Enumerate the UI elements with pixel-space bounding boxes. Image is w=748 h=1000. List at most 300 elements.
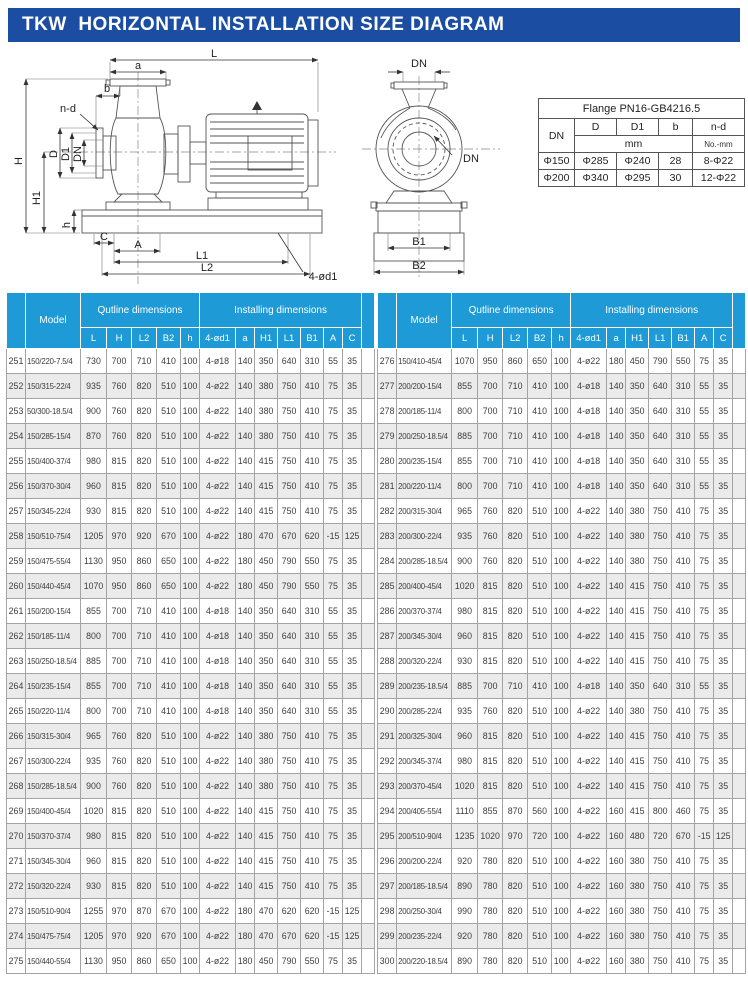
table-row bbox=[7, 724, 375, 749]
dimension-value-cell: 510 bbox=[157, 874, 181, 899]
dimension-value-cell: 4-ø22 bbox=[200, 374, 236, 399]
dimension-value-cell: 415 bbox=[626, 599, 649, 624]
row-number-cell: 296 bbox=[378, 849, 397, 874]
dimension-value-cell: 1020 bbox=[81, 799, 107, 824]
dimension-value-cell: 35 bbox=[343, 799, 362, 824]
model-cell: 150/285-18.5/4 bbox=[26, 774, 81, 799]
dimension-value-cell: 935 bbox=[452, 699, 478, 724]
dimension-value-cell: 750 bbox=[649, 624, 672, 649]
dimension-value-cell: 140 bbox=[236, 824, 255, 849]
dimension-value-cell: 510 bbox=[157, 749, 181, 774]
dimension-value-cell: 950 bbox=[107, 949, 132, 974]
row-number-cell: 293 bbox=[378, 774, 397, 799]
dimension-value-cell: 4-ø22 bbox=[200, 849, 236, 874]
dimension-value-cell: 815 bbox=[107, 849, 132, 874]
dimension-value-cell: 510 bbox=[528, 924, 552, 949]
dimension-value-cell: 1130 bbox=[81, 949, 107, 974]
dimension-value-cell: 860 bbox=[132, 549, 157, 574]
dimension-value-cell: 640 bbox=[278, 674, 301, 699]
dimension-value-cell: 510 bbox=[157, 474, 181, 499]
col-header-A: A bbox=[695, 328, 714, 349]
dimension-value-cell: 140 bbox=[607, 574, 626, 599]
dimension-value-cell: 855 bbox=[452, 449, 478, 474]
dimension-value-cell: 820 bbox=[132, 449, 157, 474]
dimension-value-cell: 780 bbox=[478, 874, 503, 899]
dimension-value-cell: 140 bbox=[607, 774, 626, 799]
model-cell: 200/285-18.5/4 bbox=[397, 549, 452, 574]
col-header-H1: H1 bbox=[255, 328, 278, 349]
dimension-value-cell: 410 bbox=[301, 399, 324, 424]
spacer-cell bbox=[733, 624, 746, 649]
dimension-value-cell: 815 bbox=[478, 599, 503, 624]
dimension-value-cell: 4-ø18 bbox=[571, 449, 607, 474]
dimension-value-cell: 470 bbox=[255, 899, 278, 924]
dimension-value-cell: 510 bbox=[528, 624, 552, 649]
dimension-value-cell: 75 bbox=[324, 949, 343, 974]
row-number-cell: 286 bbox=[378, 599, 397, 624]
dim-label-n-d: n-d bbox=[60, 103, 76, 115]
dimension-value-cell: 4-ø22 bbox=[571, 624, 607, 649]
dimension-value-cell: 800 bbox=[81, 699, 107, 724]
dimension-value-cell: 75 bbox=[695, 549, 714, 574]
table-row bbox=[7, 799, 375, 824]
dimension-value-cell: 75 bbox=[324, 824, 343, 849]
spacer-cell bbox=[733, 424, 746, 449]
dimension-value-cell: 140 bbox=[607, 624, 626, 649]
dimension-value-cell: 4-ø22 bbox=[571, 524, 607, 549]
dimension-value-cell: 100 bbox=[552, 899, 571, 924]
dimension-value-cell: 935 bbox=[452, 524, 478, 549]
table-row bbox=[7, 349, 375, 374]
dimension-value-cell: 670 bbox=[157, 899, 181, 924]
dimension-value-cell: 35 bbox=[714, 524, 733, 549]
dimension-value-cell: 125 bbox=[343, 924, 362, 949]
model-cell: 150/285-15/4 bbox=[26, 424, 81, 449]
dimension-value-cell: 780 bbox=[478, 924, 503, 949]
dimension-value-cell: 100 bbox=[552, 799, 571, 824]
dimension-value-cell: 750 bbox=[649, 574, 672, 599]
dimension-value-cell: 100 bbox=[181, 749, 200, 774]
dimension-value-cell: 750 bbox=[649, 874, 672, 899]
dimension-value-cell: 140 bbox=[236, 624, 255, 649]
dimension-value-cell: 35 bbox=[714, 474, 733, 499]
flange-unit-mm: mm bbox=[575, 136, 693, 153]
row-number-cell: 261 bbox=[7, 599, 26, 624]
dimension-value-cell: 670 bbox=[157, 924, 181, 949]
dimension-value-cell: 35 bbox=[714, 449, 733, 474]
row-number-cell: 276 bbox=[378, 349, 397, 374]
pump-front-view-diagram bbox=[348, 52, 534, 284]
row-number-cell: 283 bbox=[378, 524, 397, 549]
dimension-value-cell: 140 bbox=[607, 524, 626, 549]
dimension-value-cell: 1070 bbox=[81, 574, 107, 599]
dimension-value-cell: 4-ø22 bbox=[571, 949, 607, 974]
model-cell: 200/345-37/4 bbox=[397, 749, 452, 774]
col-header-H: H bbox=[478, 328, 503, 349]
dimension-value-cell: 710 bbox=[132, 649, 157, 674]
dim-label-A: A bbox=[134, 239, 142, 251]
spacer-cell bbox=[362, 574, 375, 599]
dimension-value-cell: 720 bbox=[528, 824, 552, 849]
col-header-B2: B2 bbox=[157, 328, 181, 349]
dimension-value-cell: 140 bbox=[236, 599, 255, 624]
dimension-value-cell: 710 bbox=[503, 424, 528, 449]
row-number-cell: 281 bbox=[378, 474, 397, 499]
dim-label-D1: D1 bbox=[60, 146, 72, 162]
row-number-cell: 295 bbox=[378, 824, 397, 849]
dimension-value-cell: 640 bbox=[278, 699, 301, 724]
dimension-value-cell: 100 bbox=[181, 624, 200, 649]
dimension-value-cell: 35 bbox=[714, 674, 733, 699]
dimension-value-cell: 750 bbox=[278, 424, 301, 449]
dimension-value-cell: 4-ø22 bbox=[200, 424, 236, 449]
table-row bbox=[378, 374, 746, 399]
dimension-value-cell: 125 bbox=[343, 524, 362, 549]
dimension-value-cell: 750 bbox=[649, 849, 672, 874]
flange-cell: Φ295 bbox=[617, 170, 659, 187]
dimension-value-cell: 510 bbox=[157, 499, 181, 524]
dimension-value-cell: 820 bbox=[503, 774, 528, 799]
dimension-value-cell: 815 bbox=[478, 724, 503, 749]
dimension-value-cell: 100 bbox=[552, 549, 571, 574]
dimension-value-cell: 790 bbox=[278, 549, 301, 574]
dimension-value-cell: 75 bbox=[324, 574, 343, 599]
dimension-value-cell: 750 bbox=[649, 649, 672, 674]
dimension-value-cell: 710 bbox=[503, 399, 528, 424]
dimension-value-cell: 4-ø18 bbox=[200, 624, 236, 649]
row-number-cell: 262 bbox=[7, 624, 26, 649]
table-row bbox=[378, 499, 746, 524]
dimension-value-cell: 960 bbox=[452, 724, 478, 749]
dimension-value-cell: 55 bbox=[324, 699, 343, 724]
dimension-value-cell: 410 bbox=[528, 424, 552, 449]
dimension-value-cell: 160 bbox=[607, 799, 626, 824]
dimension-value-cell: 815 bbox=[107, 474, 132, 499]
table-row bbox=[378, 699, 746, 724]
dimension-value-cell: 710 bbox=[132, 699, 157, 724]
dimension-value-cell: 750 bbox=[278, 799, 301, 824]
dimension-value-cell: 100 bbox=[181, 924, 200, 949]
col-header-L2: L2 bbox=[132, 328, 157, 349]
dimension-value-cell: 100 bbox=[552, 449, 571, 474]
model-cell: 200/325-30/4 bbox=[397, 724, 452, 749]
table-row bbox=[7, 899, 375, 924]
pump-side-view-diagram bbox=[10, 46, 344, 288]
table-row bbox=[378, 349, 746, 374]
dimension-value-cell: 100 bbox=[552, 374, 571, 399]
dimension-value-cell: 35 bbox=[343, 599, 362, 624]
spacer-cell bbox=[362, 774, 375, 799]
dimension-value-cell: 760 bbox=[478, 524, 503, 549]
dimension-value-cell: 560 bbox=[528, 799, 552, 824]
dimension-value-cell: 310 bbox=[672, 474, 695, 499]
dimension-value-cell: 640 bbox=[278, 649, 301, 674]
dimension-value-cell: 815 bbox=[107, 499, 132, 524]
dimension-value-cell: 510 bbox=[528, 549, 552, 574]
row-number-cell: 253 bbox=[7, 399, 26, 424]
dimension-value-cell: 380 bbox=[626, 549, 649, 574]
flange-col-dn: DN bbox=[539, 119, 575, 153]
dimension-value-cell: 730 bbox=[81, 349, 107, 374]
dimension-value-cell: 640 bbox=[278, 349, 301, 374]
dimension-value-cell: 4-ø22 bbox=[571, 799, 607, 824]
dimension-value-cell: 4-ø18 bbox=[200, 699, 236, 724]
dimension-value-cell: 410 bbox=[672, 649, 695, 674]
dimension-value-cell: 415 bbox=[626, 749, 649, 774]
dimension-value-cell: 820 bbox=[132, 874, 157, 899]
dimension-value-cell: 35 bbox=[714, 749, 733, 774]
dimension-value-cell: 35 bbox=[714, 774, 733, 799]
dimension-value-cell: 410 bbox=[528, 674, 552, 699]
dimension-value-cell: 140 bbox=[236, 749, 255, 774]
dimension-value-cell: 1235 bbox=[452, 824, 478, 849]
model-cell: 200/510-90/4 bbox=[397, 824, 452, 849]
dimension-value-cell: 780 bbox=[478, 849, 503, 874]
spacer-cell bbox=[362, 499, 375, 524]
dimension-value-cell: 100 bbox=[552, 424, 571, 449]
model-cell: 200/235-15/4 bbox=[397, 449, 452, 474]
dimension-value-cell: 350 bbox=[255, 649, 278, 674]
dimension-value-cell: 650 bbox=[157, 574, 181, 599]
dimension-value-cell: 410 bbox=[301, 874, 324, 899]
spacer-cell bbox=[733, 949, 746, 974]
dimension-value-cell: 140 bbox=[236, 774, 255, 799]
row-number-cell: 259 bbox=[7, 549, 26, 574]
col-header-B1: B1 bbox=[301, 328, 324, 349]
model-cell: 150/315-30/4 bbox=[26, 724, 81, 749]
spacer-header bbox=[362, 293, 375, 349]
dimension-value-cell: 4-ø22 bbox=[571, 549, 607, 574]
dimension-value-cell: 760 bbox=[478, 549, 503, 574]
dimension-value-cell: 970 bbox=[503, 824, 528, 849]
spacer-cell bbox=[733, 374, 746, 399]
model-cell: 150/475-75/4 bbox=[26, 924, 81, 949]
row-number-cell: 256 bbox=[7, 474, 26, 499]
model-header: Model bbox=[397, 293, 452, 349]
dimension-value-cell: 75 bbox=[324, 849, 343, 874]
model-cell: 200/200-15/4 bbox=[397, 374, 452, 399]
model-header: Model bbox=[26, 293, 81, 349]
dimension-value-cell: 4-ø22 bbox=[200, 774, 236, 799]
dimension-value-cell: 410 bbox=[301, 474, 324, 499]
dimension-value-cell: 415 bbox=[255, 799, 278, 824]
dimension-value-cell: 970 bbox=[107, 924, 132, 949]
row-number-cell: 273 bbox=[7, 899, 26, 924]
dimension-value-cell: 1020 bbox=[478, 824, 503, 849]
col-header-a: a bbox=[236, 328, 255, 349]
dimension-value-cell: 310 bbox=[301, 624, 324, 649]
dimension-value-cell: 100 bbox=[181, 899, 200, 924]
dimension-value-cell: 100 bbox=[552, 524, 571, 549]
dimension-value-cell: 820 bbox=[503, 574, 528, 599]
dimension-value-cell: 4-ø22 bbox=[200, 874, 236, 899]
dimension-value-cell: 140 bbox=[607, 549, 626, 574]
spacer-cell bbox=[733, 824, 746, 849]
dimension-value-cell: 750 bbox=[649, 924, 672, 949]
dimension-value-cell: 410 bbox=[157, 599, 181, 624]
dimension-value-cell: 100 bbox=[181, 424, 200, 449]
row-number-cell: 277 bbox=[378, 374, 397, 399]
dimension-value-cell: 760 bbox=[107, 399, 132, 424]
dimension-value-cell: 140 bbox=[607, 649, 626, 674]
table-row bbox=[378, 674, 746, 699]
dimension-value-cell: 1255 bbox=[81, 899, 107, 924]
dimension-value-cell: 815 bbox=[478, 649, 503, 674]
dimension-value-cell: 410 bbox=[672, 524, 695, 549]
dimension-value-cell: 510 bbox=[528, 949, 552, 974]
model-cell: 150/235-15/4 bbox=[26, 674, 81, 699]
dimension-value-cell: 75 bbox=[695, 749, 714, 774]
dimension-value-cell: 750 bbox=[649, 699, 672, 724]
dimension-value-cell: 750 bbox=[278, 474, 301, 499]
table-row bbox=[7, 399, 375, 424]
table-row bbox=[378, 749, 746, 774]
dimension-value-cell: 855 bbox=[81, 674, 107, 699]
dimension-value-cell: 140 bbox=[236, 724, 255, 749]
dimension-value-cell: 75 bbox=[695, 774, 714, 799]
dimension-value-cell: 415 bbox=[255, 474, 278, 499]
row-number-cell: 272 bbox=[7, 874, 26, 899]
dimension-value-cell: 820 bbox=[503, 649, 528, 674]
dimension-value-cell: 480 bbox=[626, 824, 649, 849]
dimension-value-cell: 410 bbox=[672, 749, 695, 774]
dimension-value-cell: 55 bbox=[695, 399, 714, 424]
table-row bbox=[7, 624, 375, 649]
dimension-value-cell: 410 bbox=[528, 474, 552, 499]
dimension-value-cell: 380 bbox=[255, 774, 278, 799]
dimension-value-cell: 820 bbox=[503, 499, 528, 524]
dimension-value-cell: 4-ø18 bbox=[571, 424, 607, 449]
dimension-value-cell: 4-ø22 bbox=[571, 699, 607, 724]
dim-label-L2: L2 bbox=[200, 262, 214, 274]
model-cell: 200/370-45/4 bbox=[397, 774, 452, 799]
table-row bbox=[7, 674, 375, 699]
dimension-value-cell: 820 bbox=[132, 749, 157, 774]
dimension-value-cell: 510 bbox=[157, 424, 181, 449]
dimension-value-cell: 350 bbox=[255, 599, 278, 624]
dim-label-B1: B1 bbox=[412, 236, 426, 248]
dimension-value-cell: 35 bbox=[343, 874, 362, 899]
row-number-cell: 288 bbox=[378, 649, 397, 674]
dimension-value-cell: 55 bbox=[695, 674, 714, 699]
dimension-value-cell: 750 bbox=[649, 599, 672, 624]
dimension-value-cell: 855 bbox=[452, 374, 478, 399]
dimension-value-cell: 100 bbox=[552, 399, 571, 424]
dimension-value-cell: 870 bbox=[81, 424, 107, 449]
dimension-value-cell: 935 bbox=[81, 749, 107, 774]
dimension-value-cell: 980 bbox=[81, 824, 107, 849]
model-cell: 150/200-15/4 bbox=[26, 599, 81, 624]
dimension-value-cell: 640 bbox=[649, 474, 672, 499]
dimension-value-cell: 4-ø22 bbox=[571, 724, 607, 749]
dimension-value-cell: 100 bbox=[181, 849, 200, 874]
spacer-cell bbox=[733, 349, 746, 374]
dimension-value-cell: 35 bbox=[714, 574, 733, 599]
dimension-value-cell: 700 bbox=[478, 449, 503, 474]
dimension-value-cell: 870 bbox=[503, 799, 528, 824]
model-cell: 150/510-75/4 bbox=[26, 524, 81, 549]
dimension-value-cell: 470 bbox=[255, 524, 278, 549]
table-row bbox=[7, 649, 375, 674]
dimension-value-cell: 100 bbox=[552, 674, 571, 699]
dimension-value-cell: 35 bbox=[714, 399, 733, 424]
dimension-value-cell: 4-ø22 bbox=[571, 824, 607, 849]
dimension-value-cell: 900 bbox=[81, 399, 107, 424]
dimension-tables bbox=[6, 292, 746, 974]
dimension-value-cell: 415 bbox=[626, 774, 649, 799]
dimension-value-cell: 410 bbox=[672, 599, 695, 624]
dimension-value-cell: 140 bbox=[236, 449, 255, 474]
dimension-value-cell: 410 bbox=[672, 724, 695, 749]
dimension-value-cell: 4-ø18 bbox=[200, 599, 236, 624]
col-header-h: h bbox=[181, 328, 200, 349]
model-cell: 200/285-22/4 bbox=[397, 699, 452, 724]
dimension-value-cell: 4-ø18 bbox=[200, 649, 236, 674]
table-row bbox=[378, 824, 746, 849]
pump-outline bbox=[82, 79, 322, 233]
col-header-L1: L1 bbox=[649, 328, 672, 349]
dimension-value-cell: 75 bbox=[324, 424, 343, 449]
dimension-value-cell: 1070 bbox=[452, 349, 478, 374]
dimension-value-cell: 350 bbox=[626, 399, 649, 424]
dimension-value-cell: 710 bbox=[503, 374, 528, 399]
dimension-value-cell: 650 bbox=[157, 549, 181, 574]
col-header-B2: B2 bbox=[528, 328, 552, 349]
dimension-value-cell: 4-ø22 bbox=[200, 574, 236, 599]
dimension-value-cell: 820 bbox=[503, 624, 528, 649]
col-header-h: h bbox=[552, 328, 571, 349]
dimension-value-cell: 380 bbox=[255, 399, 278, 424]
dimension-value-cell: 160 bbox=[607, 949, 626, 974]
row-number-cell: 299 bbox=[378, 924, 397, 949]
dimension-value-cell: 860 bbox=[132, 574, 157, 599]
dimension-value-cell: 4-ø18 bbox=[571, 399, 607, 424]
dimension-value-cell: 100 bbox=[181, 874, 200, 899]
dimension-value-cell: 700 bbox=[478, 424, 503, 449]
dimension-value-cell: 1020 bbox=[452, 574, 478, 599]
dimension-value-cell: 965 bbox=[81, 724, 107, 749]
dimension-value-cell: 125 bbox=[343, 899, 362, 924]
dimension-value-cell: 100 bbox=[181, 449, 200, 474]
dimension-value-cell: 410 bbox=[301, 374, 324, 399]
dimension-value-cell: 35 bbox=[343, 474, 362, 499]
dimension-value-cell: 670 bbox=[278, 524, 301, 549]
dimension-value-cell: 350 bbox=[255, 674, 278, 699]
dimension-value-cell: 380 bbox=[255, 424, 278, 449]
dimension-value-cell: 55 bbox=[324, 599, 343, 624]
dimension-value-cell: 35 bbox=[343, 349, 362, 374]
row-number-cell: 290 bbox=[378, 699, 397, 724]
dimension-value-cell: 510 bbox=[528, 574, 552, 599]
col-header-C: C bbox=[343, 328, 362, 349]
dimension-value-cell: 100 bbox=[181, 949, 200, 974]
dimension-value-cell: 710 bbox=[132, 599, 157, 624]
dim-label-B2: B2 bbox=[412, 260, 426, 272]
dimension-value-cell: 380 bbox=[626, 699, 649, 724]
dimension-value-cell: 100 bbox=[181, 399, 200, 424]
dimension-value-cell: 410 bbox=[672, 949, 695, 974]
dimension-value-cell: 415 bbox=[255, 824, 278, 849]
dimension-value-cell: 100 bbox=[181, 599, 200, 624]
table-row bbox=[378, 849, 746, 874]
dimension-value-cell: 820 bbox=[503, 924, 528, 949]
model-cell: 200/315-30/4 bbox=[397, 499, 452, 524]
dimension-value-cell: 410 bbox=[672, 774, 695, 799]
table-row bbox=[7, 374, 375, 399]
table-row bbox=[378, 474, 746, 499]
dimension-value-cell: -15 bbox=[324, 924, 343, 949]
model-cell: 150/440-55/4 bbox=[26, 949, 81, 974]
